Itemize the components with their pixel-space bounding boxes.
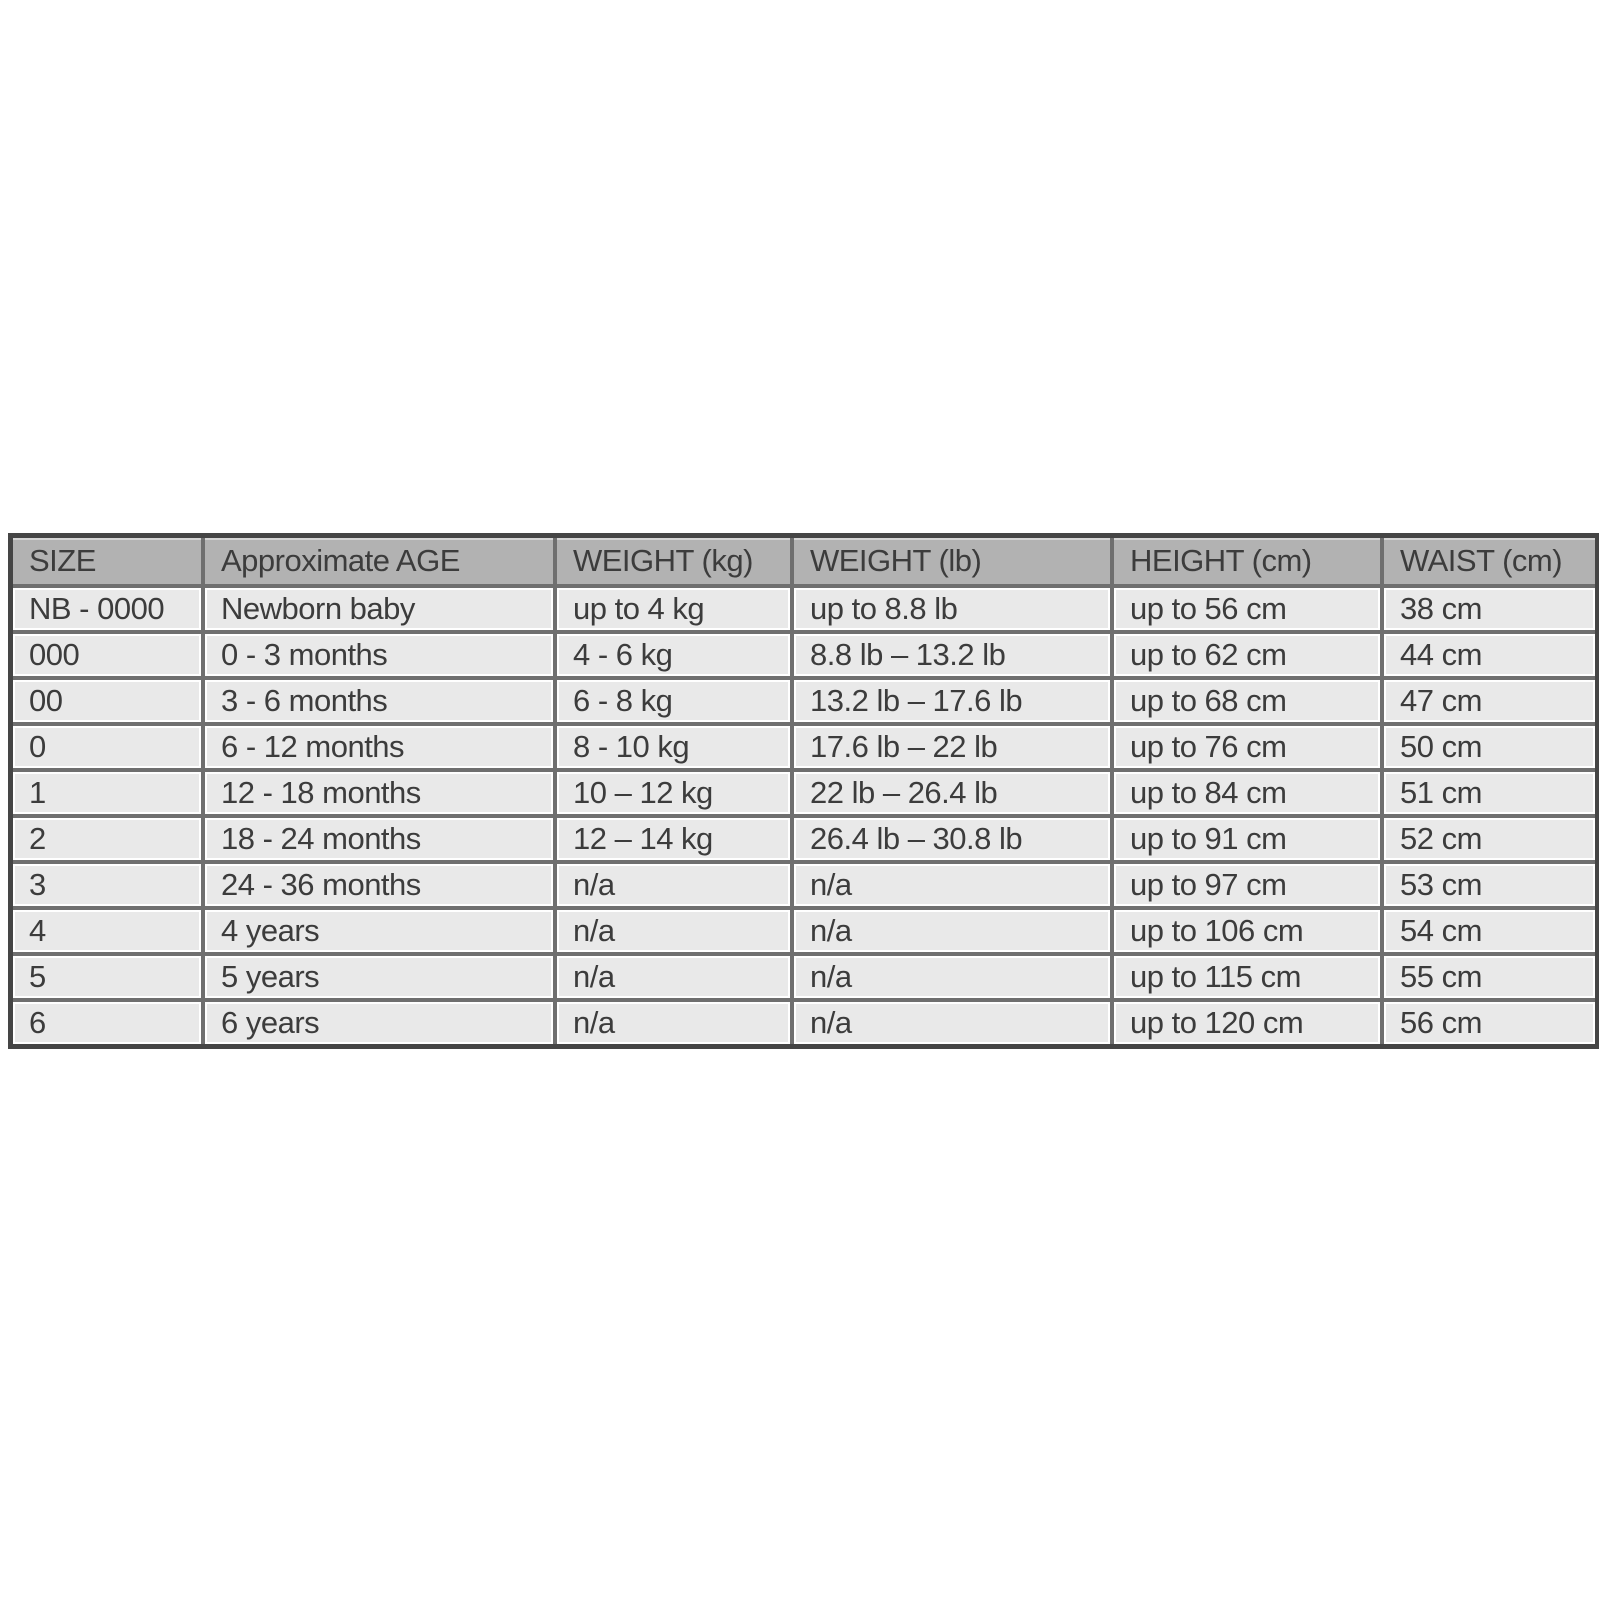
table-cell: 12 - 18 months — [205, 772, 557, 818]
table-cell: NB - 0000 — [13, 588, 205, 634]
table-cell: up to 115 cm — [1114, 956, 1384, 1002]
table-cell: 24 - 36 months — [205, 864, 557, 910]
table-cell: 0 - 3 months — [205, 634, 557, 680]
table-cell: 13.2 lb – 17.6 lb — [794, 680, 1114, 726]
table-cell: 22 lb – 26.4 lb — [794, 772, 1114, 818]
table-cell: up to 97 cm — [1114, 864, 1384, 910]
table-row — [13, 726, 1595, 772]
table-cell: 50 cm — [1384, 726, 1595, 772]
size-chart-container — [8, 533, 1590, 1049]
table-cell: 12 – 14 kg — [557, 818, 794, 864]
table-cell: up to 91 cm — [1114, 818, 1384, 864]
table-cell: 47 cm — [1384, 680, 1595, 726]
table-cell: 4 — [13, 910, 205, 956]
table-row — [13, 818, 1595, 864]
table-cell: 2 — [13, 818, 205, 864]
table-cell: n/a — [794, 864, 1114, 910]
table-cell: 1 — [13, 772, 205, 818]
table-cell: n/a — [794, 956, 1114, 1002]
table-cell: Newborn baby — [205, 588, 557, 634]
table-cell: 4 years — [205, 910, 557, 956]
table-cell: up to 76 cm — [1114, 726, 1384, 772]
table-row — [13, 864, 1595, 910]
table-cell: up to 106 cm — [1114, 910, 1384, 956]
table-cell: 3 — [13, 864, 205, 910]
table-cell: n/a — [794, 910, 1114, 956]
table-cell: 38 cm — [1384, 588, 1595, 634]
table-cell: up to 56 cm — [1114, 588, 1384, 634]
table-cell: 8.8 lb – 13.2 lb — [794, 634, 1114, 680]
table-body — [13, 588, 1595, 1044]
table-row — [13, 680, 1595, 726]
table-cell: n/a — [557, 1002, 794, 1044]
table-cell: 44 cm — [1384, 634, 1595, 680]
table-row — [13, 910, 1595, 956]
table-cell: n/a — [557, 910, 794, 956]
table-cell: 52 cm — [1384, 818, 1595, 864]
header-row — [13, 538, 1595, 588]
table-cell: 5 years — [205, 956, 557, 1002]
table-cell: up to 84 cm — [1114, 772, 1384, 818]
column-header: Approximate AGE — [205, 538, 557, 588]
column-header: SIZE — [13, 538, 205, 588]
table-cell: 5 — [13, 956, 205, 1002]
table-cell: 4 - 6 kg — [557, 634, 794, 680]
table-row — [13, 956, 1595, 1002]
table-cell: n/a — [557, 956, 794, 1002]
table-cell: 6 - 12 months — [205, 726, 557, 772]
column-header: HEIGHT (cm) — [1114, 538, 1384, 588]
table-row — [13, 1002, 1595, 1044]
table-cell: 54 cm — [1384, 910, 1595, 956]
table-cell: 6 years — [205, 1002, 557, 1044]
table-cell: 10 – 12 kg — [557, 772, 794, 818]
table-cell: up to 8.8 lb — [794, 588, 1114, 634]
table-cell: 18 - 24 months — [205, 818, 557, 864]
table-cell: 0 — [13, 726, 205, 772]
table-cell: 55 cm — [1384, 956, 1595, 1002]
table-cell: up to 4 kg — [557, 588, 794, 634]
size-chart-table — [8, 533, 1599, 1049]
table-cell: 6 - 8 kg — [557, 680, 794, 726]
table-row — [13, 634, 1595, 680]
table-cell: 000 — [13, 634, 205, 680]
column-header: WAIST (cm) — [1384, 538, 1595, 588]
table-row — [13, 772, 1595, 818]
table-row — [13, 588, 1595, 634]
table-cell: n/a — [794, 1002, 1114, 1044]
table-cell: 56 cm — [1384, 1002, 1595, 1044]
table-cell: up to 68 cm — [1114, 680, 1384, 726]
table-cell: 51 cm — [1384, 772, 1595, 818]
table-cell: up to 62 cm — [1114, 634, 1384, 680]
column-header: WEIGHT (kg) — [557, 538, 794, 588]
table-cell: 8 - 10 kg — [557, 726, 794, 772]
table-cell: 00 — [13, 680, 205, 726]
table-cell: 53 cm — [1384, 864, 1595, 910]
table-cell: n/a — [557, 864, 794, 910]
table-cell: 26.4 lb – 30.8 lb — [794, 818, 1114, 864]
table-cell: 17.6 lb – 22 lb — [794, 726, 1114, 772]
table-cell: 6 — [13, 1002, 205, 1044]
table-cell: 3 - 6 months — [205, 680, 557, 726]
table-cell: up to 120 cm — [1114, 1002, 1384, 1044]
column-header: WEIGHT (lb) — [794, 538, 1114, 588]
